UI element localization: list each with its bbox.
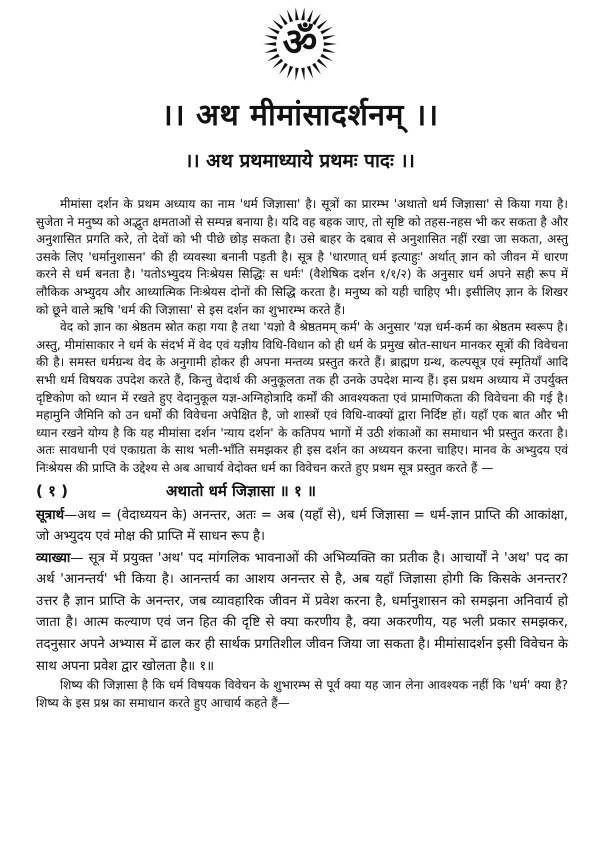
vyakhya-paragraph [36,548,568,678]
sutra-text: अथातो धर्म जिज्ञासा ॥ १ ॥ [166,481,316,500]
main-content [36,196,568,712]
second-paragraph: वेद को ज्ञान का श्रेष्ठतम स्रोत कहा गया है तथा 'यज्ञो वै श्रेष्ठतमम् कर्म' के अनुसार 'यज्ञ धर्म-कर्म का श्रेष्ठतम स्वरूप है। अस्तु, मीमांसाकार ने धर्म के संदर्भ में वेद एवं यज्ञीय विधि-विधान को ही धर्म के प्रमुख स्रोत-साधन मानकर सूत्रों की विवेचना की है। समस्त धर्मग्रन्थ वेद के अनुगामी होकर ही अपना मन्तव्य प्रस्तुत करते हैं। ब्राह्मण ग्रन्थ, कल्पसूत्र एवं स्मृतियाँ आदि सभी धर्म विषयक उपदेश करते हैं, किन्तु वेदार्थ की अनुकूलता तक ही उनके उपदेश मान्य हैं। इस प्रथम अध्याय में उपर्युक्त दृष्टिकोण को ध्यान में रखते हुए वेदानुकूल यज्ञ-अग्निहोत्रादि कर्मों की आवश्यकता एवं प्रामाणिकता की विवेचना की गई है। महामुनि जैमिनि को उन धर्मों की विवेचना अपेक्षित है, जो शास्त्रों एवं विधि-वाक्यों द्वारा निर्दिष्ट हों। यहाँ एक बात और भी ध्यान रखने योग्य है कि यह मीमांसा दर्शन 'न्याय दर्शन' के कतिपय भागों में उठी शंकाओं का समाधान भी प्रस्तुत करता है। अतः सावधानी एवं एकाग्रता के साथ भली-भाँति समझकर ही इस दर्शन का अध्ययन करना चाहिए। मानव के अभ्युदय एवं निःश्रेयस की प्राप्ति के उद्देश्य से अब आचार्य वेदोक्त धर्म का विवेचन करते हुए प्रथम सूत्र प्रस्तुत करते हैं — [36,320,568,475]
sutrartha-text: —अथ = (वेदाध्ययन के) अनन्तर, अतः = अब (यहाँ से), धर्म जिज्ञासा = धर्म-ज्ञान प्राप्ति की आकांक्षा, जो अभ्युदय एवं मोक्ष की प्राप्ति में साधन रूप है। [36,507,568,545]
closing-paragraph: शिष्य की जिज्ञासा है कि धर्म विषयक विवेचन के शुभारम्भ से पूर्व क्या यह जान लेना आवश्यक नहीं कि 'धर्म' क्या है? शिष्य के इस प्रश्न का समाधान करते हुए आचार्य कहते हैं— [36,678,568,710]
sutrartha-label: सूत्रार्थ [36,507,65,523]
intro-paragraph: मीमांसा दर्शन के प्रथम अध्याय का नाम 'धर्म जिज्ञासा' है। सूत्रों का प्रारम्भ 'अथातो धर्म जिज्ञासा' से किया गया है। सुजेता ने मनुष्य को अद्भुत क्षमताओं से सम्पन्न बनाया है। यदि वह बहक जाए, तो सृष्टि को तहस-नहस भी कर सकता है और अनुशासित प्रगति करे, तो देवों को भी पीछे छोड़ सकता है। उसे बाहर के दबाव से अनुशासित नहीं रखा जा सकता, अस्तु उसके लिए 'धर्मानुशासन' की ही व्यवस्था बनानी पड़ती है। सूत्र है 'धारणात् धर्म इत्याहुः' अर्थात् ज्ञान को जीवन में धारण करने से धर्म बनता है। 'यतोऽभ्युदय निःश्रेयस सिद्धिः स धर्मः' (वैशेषिक दर्शन १/१/२) के अनुसार धर्म अपने सही रूप में लौकिक अभ्युदय और आध्यात्मिक निःश्रेयस दोनों की सिद्धि करता है। मनुष्य को यही चाहिए भी। इसीलिए ज्ञान के शिखर को छूने वाले ऋषि 'धर्म की जिज्ञासा' से इस दर्शन का शुभारम्भ करते हैं। [36,197,569,317]
vyakhya-text: — सूत्र में प्रयुक्त 'अथ' पद मांगलिक भावनाओं की अभिव्यक्ति का प्रतीक है। आचार्यों ने 'अथ' पद का अर्थ 'आनन्तर्य' भी किया है। आनन्तर्य का आशय अनन्तर से है, अब यहाँ जिज्ञासा होगी कि किसके अनन्तर? उत्तर है ज्ञान प्राप्ति के अनन्तर, जब व्यावहारिक जीवन में प्रवेश करना है, धर्मानुशासन को समझना अनिवार्य हो जाता है। आत्म कल्याण एवं जन हित की दृष्टि से क्या करणीय है, क्या अकरणीय, यह भली प्रकार समझकर, तदनुसार अपने अभ्यास में ढाल कर ही सार्थक प्रगतिशील जीवन जिया जा सकता है। मीमांसादर्शन इसी विवेचन के साथ अपना प्रवेश द्वार खोलता है॥ १॥ [36,550,568,674]
om-symbol: ॐ [282,20,318,64]
om-emblem [250,4,350,82]
vyakhya-label: व्याख्या [36,550,71,566]
page-subtitle: ।। अथ प्रथमाध्याये प्रथमः पादः ।। [185,150,415,172]
page-title: ।। अथ मीमांसादर्शनम् ।। [161,98,439,133]
sutrartha-paragraph [36,505,568,548]
sutra-heading [36,480,568,502]
sutra-number: ( १ ) [36,481,68,500]
